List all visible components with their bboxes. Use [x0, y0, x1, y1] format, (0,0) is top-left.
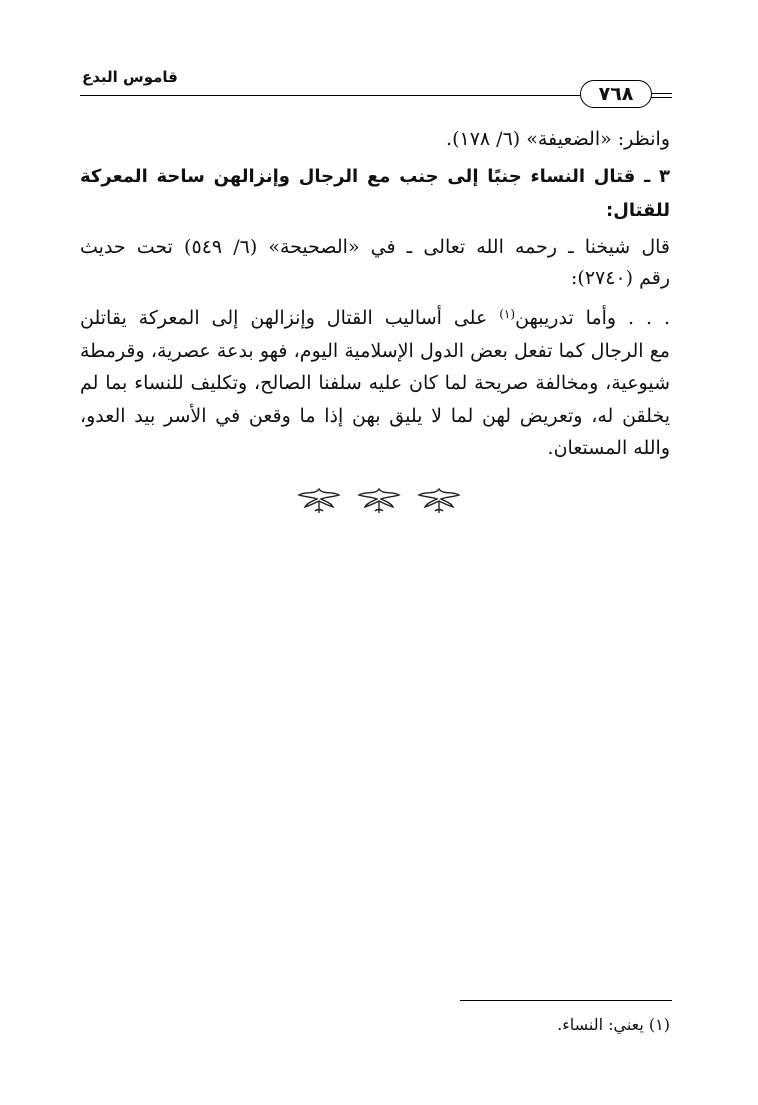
floral-ornament-icon [295, 485, 343, 515]
quote-text-continued: على أساليب القتال وإنزالهن إلى المعركة يقاتلن [80, 307, 500, 329]
reference-line: وانظر: «الضعيفة» (٦/ ١٧٨). [446, 128, 670, 150]
quote-paragraph-line-5: والله المستعان. [547, 437, 670, 459]
header-rule-right-lower [650, 97, 672, 98]
quote-text-start: . . . وأما تدريبهن [515, 307, 670, 329]
quote-paragraph-line-3: شيوعية، ومخالفة صريحة لما كان عليه سلفنا الصالح، وتكليف للنساء بما لم [80, 372, 670, 394]
page-number: ٧٦٨ [580, 80, 652, 108]
quote-intro-line: قال شيخنا ـ رحمه الله تعالى ـ في «الصحيحة» (٦/ ٥٤٩) تحت حديث [80, 236, 670, 258]
quote-paragraph-line-4: يخلقن له، وتعريض لهن لما لا يليق بهن إذا ما وقعن في الأسر بيد العدو، [80, 405, 670, 427]
running-header-title: قاموس البدع [82, 68, 178, 86]
header-rule-right-upper [650, 93, 672, 94]
quote-paragraph-line-1 [80, 303, 670, 333]
floral-ornament-icon [415, 485, 463, 515]
header-rule [80, 95, 580, 96]
section-heading: ٣ ـ قتال النساء جنبًا إلى جنب مع الرجال وإنزالهن ساحة المعركة [80, 166, 670, 187]
floral-ornament-icon [355, 485, 403, 515]
quote-intro-line-2: رقم (٢٧٤٠): [570, 267, 670, 289]
footnote-separator [460, 1000, 672, 1001]
section-divider-ornaments [295, 485, 465, 515]
footnote-text: (١) يعني: النساء. [557, 1015, 670, 1034]
footnote-marker: (١) [499, 307, 516, 321]
quote-paragraph-line-2: مع الرجال كما تفعل بعض الدول الإسلامية اليوم، فهو بدعة عصرية، وقرمطة [80, 340, 670, 362]
section-heading-continued: للقتال: [606, 200, 670, 221]
